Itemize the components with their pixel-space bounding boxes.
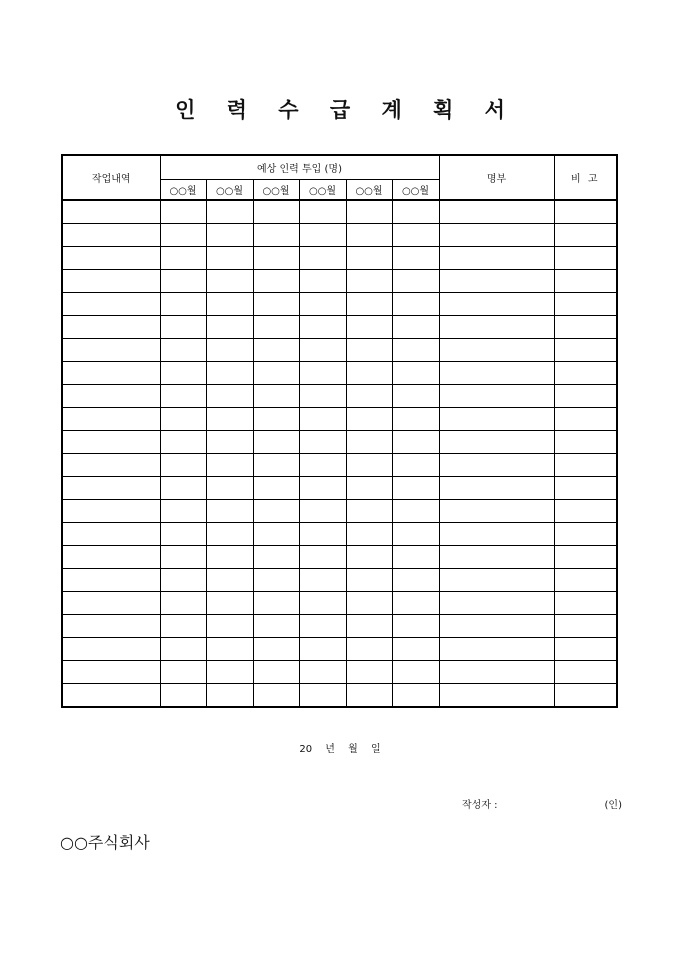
table-cell[interactable] bbox=[392, 270, 439, 293]
table-cell[interactable] bbox=[299, 523, 346, 546]
table-row bbox=[62, 270, 617, 293]
table-cell[interactable] bbox=[160, 477, 206, 500]
table-cell[interactable] bbox=[160, 638, 206, 661]
table-cell[interactable] bbox=[62, 385, 160, 408]
table-cell[interactable] bbox=[253, 316, 299, 339]
header-work-details: 작업내역 bbox=[62, 155, 160, 200]
table-row bbox=[62, 293, 617, 316]
table-cell[interactable] bbox=[253, 293, 299, 316]
table-row bbox=[62, 523, 617, 546]
table-row bbox=[62, 500, 617, 523]
table-cell[interactable] bbox=[439, 500, 554, 523]
table-cell[interactable] bbox=[392, 661, 439, 684]
table-row bbox=[62, 316, 617, 339]
table-cell[interactable] bbox=[392, 247, 439, 270]
table-cell[interactable] bbox=[439, 270, 554, 293]
table-cell[interactable] bbox=[346, 569, 392, 592]
table-cell[interactable] bbox=[392, 477, 439, 500]
table-cell[interactable] bbox=[206, 385, 253, 408]
manpower-plan-table bbox=[61, 154, 618, 708]
table-cell[interactable] bbox=[299, 316, 346, 339]
table-cell[interactable] bbox=[160, 316, 206, 339]
table-cell[interactable] bbox=[206, 270, 253, 293]
table-cell[interactable] bbox=[253, 546, 299, 569]
table-cell[interactable] bbox=[554, 224, 617, 247]
table-cell[interactable] bbox=[253, 661, 299, 684]
table-cell[interactable] bbox=[299, 408, 346, 431]
table-cell[interactable] bbox=[299, 569, 346, 592]
table-cell[interactable] bbox=[299, 362, 346, 385]
table-row bbox=[62, 546, 617, 569]
table-cell[interactable] bbox=[439, 661, 554, 684]
header-roster: 명부 bbox=[439, 155, 554, 200]
table-cell[interactable] bbox=[206, 339, 253, 362]
table-cell[interactable] bbox=[206, 684, 253, 708]
table-cell[interactable] bbox=[439, 454, 554, 477]
table-cell[interactable] bbox=[392, 546, 439, 569]
table-cell[interactable] bbox=[554, 362, 617, 385]
table-cell[interactable] bbox=[346, 362, 392, 385]
table-cell[interactable] bbox=[439, 477, 554, 500]
table-cell[interactable] bbox=[392, 316, 439, 339]
table-cell[interactable] bbox=[160, 408, 206, 431]
table-cell[interactable] bbox=[554, 293, 617, 316]
table-cell[interactable] bbox=[160, 362, 206, 385]
table-cell[interactable] bbox=[62, 224, 160, 247]
table-cell[interactable] bbox=[160, 200, 206, 224]
table-cell[interactable] bbox=[253, 408, 299, 431]
table-cell[interactable] bbox=[160, 661, 206, 684]
table-cell[interactable] bbox=[206, 362, 253, 385]
table-cell[interactable] bbox=[439, 224, 554, 247]
table-cell[interactable] bbox=[62, 546, 160, 569]
table-row bbox=[62, 615, 617, 638]
table-cell[interactable] bbox=[554, 477, 617, 500]
table-cell[interactable] bbox=[206, 638, 253, 661]
table-cell[interactable] bbox=[62, 247, 160, 270]
table-cell[interactable] bbox=[299, 454, 346, 477]
table-cell[interactable] bbox=[62, 661, 160, 684]
table-cell[interactable] bbox=[206, 523, 253, 546]
table-row bbox=[62, 224, 617, 247]
table-body bbox=[62, 200, 617, 707]
table-cell[interactable] bbox=[62, 293, 160, 316]
table-cell[interactable] bbox=[160, 431, 206, 454]
table-row bbox=[62, 477, 617, 500]
table-cell[interactable] bbox=[439, 293, 554, 316]
table-cell[interactable] bbox=[206, 592, 253, 615]
table-cell[interactable] bbox=[62, 500, 160, 523]
table-cell[interactable] bbox=[62, 523, 160, 546]
table-row bbox=[62, 638, 617, 661]
table-cell[interactable] bbox=[346, 247, 392, 270]
table-cell[interactable] bbox=[392, 385, 439, 408]
table-cell[interactable] bbox=[160, 569, 206, 592]
table-cell[interactable] bbox=[299, 247, 346, 270]
table-cell[interactable] bbox=[392, 638, 439, 661]
table-cell[interactable] bbox=[253, 431, 299, 454]
table-cell[interactable] bbox=[392, 454, 439, 477]
table-cell[interactable] bbox=[62, 431, 160, 454]
table-cell[interactable] bbox=[253, 477, 299, 500]
table-cell[interactable] bbox=[346, 638, 392, 661]
table-cell[interactable] bbox=[160, 500, 206, 523]
table-row bbox=[62, 569, 617, 592]
table-cell[interactable] bbox=[62, 454, 160, 477]
table-cell[interactable] bbox=[346, 431, 392, 454]
table-cell[interactable] bbox=[439, 684, 554, 708]
table-cell[interactable] bbox=[392, 224, 439, 247]
table-cell[interactable] bbox=[160, 454, 206, 477]
table-cell[interactable] bbox=[206, 293, 253, 316]
table-cell[interactable] bbox=[346, 270, 392, 293]
table-cell[interactable] bbox=[392, 293, 439, 316]
table-cell[interactable] bbox=[439, 523, 554, 546]
table-cell[interactable] bbox=[392, 523, 439, 546]
table-cell[interactable] bbox=[554, 546, 617, 569]
header-month-3: ○○월 bbox=[253, 180, 299, 201]
table-cell[interactable] bbox=[346, 684, 392, 708]
table-cell[interactable] bbox=[299, 638, 346, 661]
table-cell[interactable] bbox=[346, 477, 392, 500]
table-cell[interactable] bbox=[346, 500, 392, 523]
table-cell[interactable] bbox=[346, 224, 392, 247]
table-cell[interactable] bbox=[253, 200, 299, 224]
table-cell[interactable] bbox=[160, 385, 206, 408]
table-cell[interactable] bbox=[160, 247, 206, 270]
table-cell[interactable] bbox=[439, 408, 554, 431]
table-cell[interactable] bbox=[253, 615, 299, 638]
table-cell[interactable] bbox=[554, 431, 617, 454]
table-cell[interactable] bbox=[253, 362, 299, 385]
table-cell[interactable] bbox=[439, 316, 554, 339]
table-cell[interactable] bbox=[299, 270, 346, 293]
table-cell[interactable] bbox=[554, 661, 617, 684]
table-cell[interactable] bbox=[206, 569, 253, 592]
table-cell[interactable] bbox=[346, 339, 392, 362]
table-cell[interactable] bbox=[160, 546, 206, 569]
table-cell[interactable] bbox=[62, 477, 160, 500]
table-cell[interactable] bbox=[439, 431, 554, 454]
table-cell[interactable] bbox=[253, 247, 299, 270]
table-cell[interactable] bbox=[253, 523, 299, 546]
header-month-5: ○○월 bbox=[346, 180, 392, 201]
table-row bbox=[62, 408, 617, 431]
table-cell[interactable] bbox=[299, 224, 346, 247]
table-row bbox=[62, 592, 617, 615]
table-cell[interactable] bbox=[346, 546, 392, 569]
table-cell[interactable] bbox=[253, 638, 299, 661]
table-cell[interactable] bbox=[62, 200, 160, 224]
table-cell[interactable] bbox=[62, 684, 160, 708]
table-cell[interactable] bbox=[299, 385, 346, 408]
table-row bbox=[62, 454, 617, 477]
table-cell[interactable] bbox=[206, 431, 253, 454]
table-row bbox=[62, 339, 617, 362]
table-cell[interactable] bbox=[299, 200, 346, 224]
table-cell[interactable] bbox=[439, 247, 554, 270]
table-cell[interactable] bbox=[206, 661, 253, 684]
table-cell[interactable] bbox=[160, 523, 206, 546]
table-cell[interactable] bbox=[554, 638, 617, 661]
header-month-4: ○○월 bbox=[299, 180, 346, 201]
table-cell[interactable] bbox=[554, 316, 617, 339]
table-cell[interactable] bbox=[346, 615, 392, 638]
table-row bbox=[62, 247, 617, 270]
table-cell[interactable] bbox=[253, 500, 299, 523]
table-cell[interactable] bbox=[253, 270, 299, 293]
table-cell[interactable] bbox=[439, 569, 554, 592]
table-cell[interactable] bbox=[160, 684, 206, 708]
table-row bbox=[62, 200, 617, 224]
table-row bbox=[62, 385, 617, 408]
table-cell[interactable] bbox=[160, 270, 206, 293]
table-cell[interactable] bbox=[160, 339, 206, 362]
table-cell[interactable] bbox=[554, 569, 617, 592]
table-cell[interactable] bbox=[206, 477, 253, 500]
table-cell[interactable] bbox=[160, 224, 206, 247]
table-cell[interactable] bbox=[206, 546, 253, 569]
table-cell[interactable] bbox=[160, 592, 206, 615]
table-row bbox=[62, 661, 617, 684]
table-cell[interactable] bbox=[299, 592, 346, 615]
table-cell[interactable] bbox=[299, 500, 346, 523]
table-cell[interactable] bbox=[253, 569, 299, 592]
table-row bbox=[62, 684, 617, 708]
table-cell[interactable] bbox=[554, 592, 617, 615]
table-cell[interactable] bbox=[346, 523, 392, 546]
table-cell[interactable] bbox=[62, 316, 160, 339]
table-cell[interactable] bbox=[346, 316, 392, 339]
table-cell[interactable] bbox=[554, 270, 617, 293]
table-cell[interactable] bbox=[299, 661, 346, 684]
table-cell[interactable] bbox=[346, 408, 392, 431]
table-cell[interactable] bbox=[554, 454, 617, 477]
table-cell[interactable] bbox=[439, 592, 554, 615]
table-cell[interactable] bbox=[439, 339, 554, 362]
table-cell[interactable] bbox=[62, 615, 160, 638]
table-cell[interactable] bbox=[206, 408, 253, 431]
table-cell[interactable] bbox=[346, 293, 392, 316]
table-cell[interactable] bbox=[439, 615, 554, 638]
table-cell[interactable] bbox=[554, 385, 617, 408]
table-cell[interactable] bbox=[253, 454, 299, 477]
header-month-2: ○○월 bbox=[206, 180, 253, 201]
table-cell[interactable] bbox=[206, 224, 253, 247]
seal-mark: (인) bbox=[604, 800, 622, 811]
table-cell[interactable] bbox=[299, 339, 346, 362]
header-planned-manpower: 예상 인력 투입 (명) bbox=[160, 155, 439, 180]
table-cell[interactable] bbox=[253, 339, 299, 362]
table-cell[interactable] bbox=[206, 247, 253, 270]
table-cell[interactable] bbox=[554, 615, 617, 638]
table-cell[interactable] bbox=[554, 200, 617, 224]
table-cell[interactable] bbox=[554, 684, 617, 708]
table-cell[interactable] bbox=[160, 293, 206, 316]
table-cell[interactable] bbox=[299, 615, 346, 638]
table-cell[interactable] bbox=[392, 615, 439, 638]
table-cell[interactable] bbox=[392, 431, 439, 454]
table-cell[interactable] bbox=[206, 454, 253, 477]
table-cell[interactable] bbox=[554, 247, 617, 270]
table-cell[interactable] bbox=[392, 408, 439, 431]
table-cell[interactable] bbox=[554, 408, 617, 431]
table-cell[interactable] bbox=[299, 477, 346, 500]
table-cell[interactable] bbox=[346, 200, 392, 224]
table-cell[interactable] bbox=[299, 684, 346, 708]
table-cell[interactable] bbox=[206, 500, 253, 523]
header-month-1: ○○월 bbox=[160, 180, 206, 201]
writer-label: 작성자 : bbox=[462, 800, 498, 811]
table-cell[interactable] bbox=[439, 362, 554, 385]
table-cell[interactable] bbox=[62, 408, 160, 431]
document-title: 인 력 수 급 계 획 서 bbox=[175, 98, 517, 122]
table-cell[interactable] bbox=[253, 684, 299, 708]
table-cell[interactable] bbox=[62, 638, 160, 661]
table-cell[interactable] bbox=[299, 431, 346, 454]
table-cell[interactable] bbox=[62, 362, 160, 385]
table-cell[interactable] bbox=[299, 546, 346, 569]
table-cell[interactable] bbox=[554, 339, 617, 362]
table-cell[interactable] bbox=[206, 615, 253, 638]
table-cell[interactable] bbox=[439, 638, 554, 661]
company-name: ○○주식회사 bbox=[60, 833, 150, 852]
table-row bbox=[62, 362, 617, 385]
table-row bbox=[62, 431, 617, 454]
table-cell[interactable] bbox=[392, 500, 439, 523]
table-cell[interactable] bbox=[346, 454, 392, 477]
table-cell[interactable] bbox=[554, 500, 617, 523]
table-cell[interactable] bbox=[392, 200, 439, 224]
table-cell[interactable] bbox=[62, 569, 160, 592]
table-cell[interactable] bbox=[392, 684, 439, 708]
date-line: 20 년 월 일 bbox=[299, 744, 381, 755]
table-cell[interactable] bbox=[346, 385, 392, 408]
table-cell[interactable] bbox=[439, 200, 554, 224]
table-cell[interactable] bbox=[439, 546, 554, 569]
table-cell[interactable] bbox=[206, 316, 253, 339]
table-cell[interactable] bbox=[439, 385, 554, 408]
table-cell[interactable] bbox=[392, 362, 439, 385]
table-cell[interactable] bbox=[346, 661, 392, 684]
table-cell[interactable] bbox=[62, 592, 160, 615]
table-cell[interactable] bbox=[253, 224, 299, 247]
table-cell[interactable] bbox=[392, 569, 439, 592]
table-cell[interactable] bbox=[62, 270, 160, 293]
table-cell[interactable] bbox=[554, 523, 617, 546]
table-cell[interactable] bbox=[392, 592, 439, 615]
table-cell[interactable] bbox=[160, 615, 206, 638]
table-cell[interactable] bbox=[253, 592, 299, 615]
table-cell[interactable] bbox=[206, 200, 253, 224]
writer-line bbox=[462, 796, 622, 811]
table-cell[interactable] bbox=[253, 385, 299, 408]
header-month-6: ○○월 bbox=[392, 180, 439, 201]
table-cell[interactable] bbox=[62, 339, 160, 362]
table-cell[interactable] bbox=[346, 592, 392, 615]
table-cell[interactable] bbox=[392, 339, 439, 362]
table-cell[interactable] bbox=[299, 293, 346, 316]
header-remarks: 비 고 bbox=[554, 155, 617, 200]
